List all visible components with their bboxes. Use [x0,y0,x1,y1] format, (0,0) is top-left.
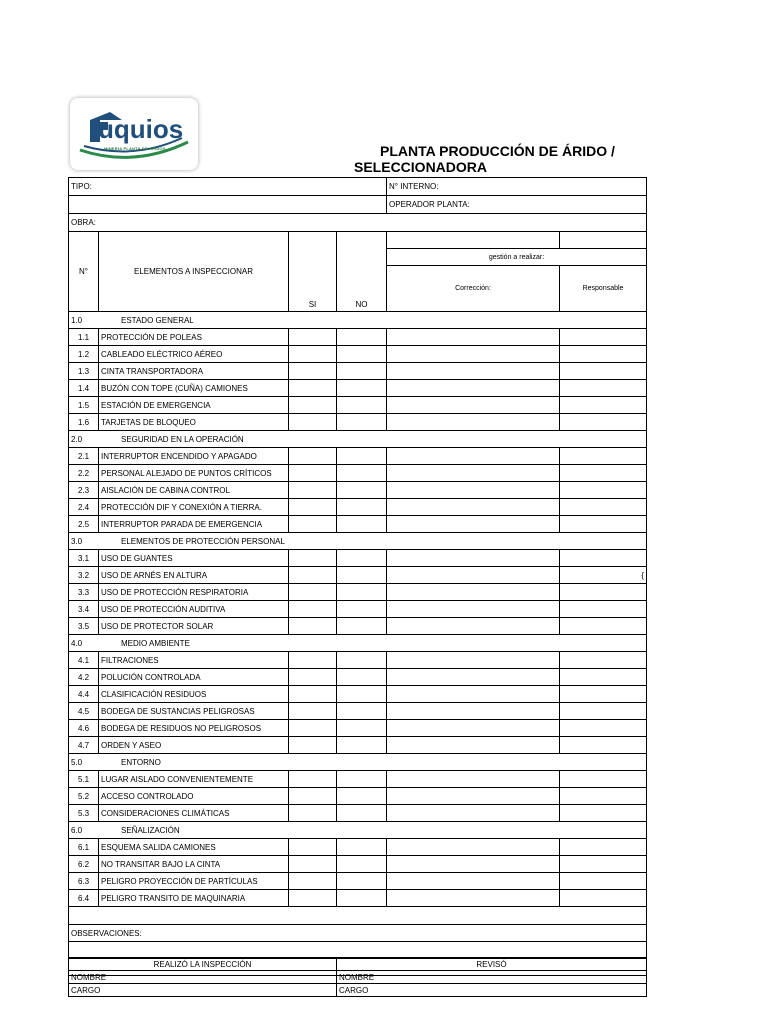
table-row [69,380,647,397]
responsable-cell[interactable] [560,482,647,499]
item-label: USO DE GUANTES [99,550,289,567]
si-checkbox-cell[interactable] [289,465,337,482]
si-checkbox-cell[interactable] [289,805,337,822]
no-checkbox-cell[interactable] [337,652,387,669]
responsable-cell[interactable] [560,720,647,737]
table-row [69,652,647,669]
no-checkbox-cell[interactable] [337,567,387,584]
si-checkbox-cell[interactable] [289,329,337,346]
section-header-row [69,533,647,550]
realizo-nombre-field[interactable]: NOMBRE [69,971,337,984]
section-title: ENTORNO [121,757,161,767]
si-checkbox-cell[interactable] [289,550,337,567]
si-checkbox-cell[interactable] [289,567,337,584]
table-row [69,805,647,822]
section-title: SEÑALIZACIÓN [121,825,180,835]
no-checkbox-cell[interactable] [337,499,387,516]
table-row [69,465,647,482]
correccion-cell[interactable] [387,618,560,635]
no-checkbox-cell[interactable] [337,346,387,363]
section-header-row [69,312,647,329]
correccion-cell[interactable] [387,482,560,499]
item-number: 4.1 [69,652,99,669]
table-row [69,363,647,380]
responsable-cell[interactable] [560,601,647,618]
table-row [69,550,647,567]
correccion-cell[interactable] [387,669,560,686]
item-number: 3.4 [69,601,99,618]
si-checkbox-cell[interactable] [289,703,337,720]
responsable-cell[interactable] [560,652,647,669]
no-checkbox-cell[interactable] [337,363,387,380]
table-row [69,839,647,856]
si-checkbox-cell[interactable] [289,397,337,414]
responsable-cell[interactable] [560,686,647,703]
section-number: 3.0 [71,536,83,546]
section-title: MEDIO AMBIENTE [121,638,190,648]
no-checkbox-cell[interactable] [337,856,387,873]
no-checkbox-cell[interactable] [337,873,387,890]
responsable-cell[interactable]: { [560,567,647,584]
table-row [69,414,647,431]
item-number: 6.1 [69,839,99,856]
responsable-cell[interactable] [560,788,647,805]
si-checkbox-cell[interactable] [289,771,337,788]
item-label: BODEGA DE RESIDUOS NO PELIGROSOS [99,720,289,737]
item-number: 5.2 [69,788,99,805]
no-checkbox-cell[interactable] [337,737,387,754]
responsable-cell[interactable] [560,890,647,907]
item-number: 1.5 [69,397,99,414]
table-row [69,856,647,873]
si-checkbox-cell[interactable] [289,669,337,686]
table-row [69,584,647,601]
table-row [69,873,647,890]
si-checkbox-cell[interactable] [289,839,337,856]
correccion-cell[interactable] [387,465,560,482]
responsable-cell[interactable] [560,380,647,397]
section-number: 2.0 [71,434,83,444]
no-checkbox-cell[interactable] [337,329,387,346]
section-title: ELEMENTOS DE PROTECCIÓN PERSONAL [121,536,285,546]
table-row [69,482,647,499]
no-checkbox-cell[interactable] [337,669,387,686]
no-checkbox-cell[interactable] [337,839,387,856]
responsable-header: Responsable [560,266,647,312]
n-interno-field[interactable] [387,178,647,196]
correccion-cell[interactable] [387,703,560,720]
item-number: 3.5 [69,618,99,635]
inspection-table [68,177,647,976]
item-number: 3.2 [69,567,99,584]
item-label: ESTACIÓN DE EMERGENCIA [99,397,289,414]
item-label: PELIGRO PROYECCIÓN DE PARTÍCULAS [99,873,289,890]
reviso-nombre-field[interactable]: NOMBRE [337,971,647,984]
table-row [69,567,647,584]
correccion-cell[interactable] [387,448,560,465]
responsable-cell[interactable] [560,584,647,601]
table-row [69,346,647,363]
responsable-cell[interactable] [560,839,647,856]
table-row [69,686,647,703]
item-number: 1.4 [69,380,99,397]
correccion-cell[interactable] [387,873,560,890]
item-number: 2.3 [69,482,99,499]
item-number: 5.1 [69,771,99,788]
table-row [69,788,647,805]
no-checkbox-cell[interactable] [337,380,387,397]
correccion-cell[interactable] [387,550,560,567]
item-label: CABLEADO ELÉCTRICO AÉREO [99,346,289,363]
no-checkbox-cell[interactable] [337,771,387,788]
correccion-cell[interactable] [387,856,560,873]
si-checkbox-cell[interactable] [289,482,337,499]
no-checkbox-cell[interactable] [337,720,387,737]
reviso-cargo-field[interactable]: CARGO [337,984,647,997]
obra-field[interactable] [69,214,647,232]
table-row [69,720,647,737]
correccion-cell[interactable] [387,771,560,788]
responsable-cell[interactable] [560,414,647,431]
item-label: PELIGRO TRANSITO DE MAQUINARIA [99,890,289,907]
item-label: TARJETAS DE BLOQUEO [99,414,289,431]
si-checkbox-cell[interactable] [289,584,337,601]
table-row [69,737,647,754]
si-checkbox-cell[interactable] [289,737,337,754]
section-number: 1.0 [71,315,83,325]
item-number: 5.3 [69,805,99,822]
tipo-label: TIPO: [71,182,92,191]
responsable-cell[interactable] [560,873,647,890]
item-number: 1.3 [69,363,99,380]
section-number: 4.0 [71,638,83,648]
item-number: 3.3 [69,584,99,601]
item-label: ACCESO CONTROLADO [99,788,289,805]
section-number: 6.0 [71,825,83,835]
responsable-cell[interactable] [560,329,647,346]
correccion-cell[interactable] [387,380,560,397]
section-header-row [69,822,647,839]
no-checkbox-cell[interactable] [337,601,387,618]
item-label: USO DE PROTECCIÓN AUDITIVA [99,601,289,618]
table-row [69,448,647,465]
no-checkbox-cell[interactable] [337,414,387,431]
blank-row[interactable] [69,907,647,925]
observaciones-field[interactable]: OBSERVACIONES: [69,925,647,942]
si-checkbox-cell[interactable] [289,516,337,533]
si-checkbox-cell[interactable] [289,601,337,618]
num-column-header: N° [69,232,99,312]
item-number: 2.2 [69,465,99,482]
correccion-cell[interactable] [387,686,560,703]
si-column-header: SI [289,232,337,312]
no-column-header: NO [337,232,387,312]
item-label: USO DE PROTECCIÓN RESPIRATORIA [99,584,289,601]
logo-wordmark: uquios [98,114,184,144]
responsable-cell[interactable] [560,737,647,754]
item-label: POLUCIÓN CONTROLADA [99,669,289,686]
correccion-cell[interactable] [387,737,560,754]
item-number: 1.1 [69,329,99,346]
item-label: USO DE ARNÉS EN ALTURA [99,567,289,584]
no-checkbox-cell[interactable] [337,686,387,703]
correccion-cell[interactable] [387,414,560,431]
correccion-header: Corrección: [387,266,560,312]
si-checkbox-cell[interactable] [289,346,337,363]
si-checkbox-cell[interactable] [289,873,337,890]
table-row [69,669,647,686]
si-checkbox-cell[interactable] [289,652,337,669]
correccion-cell[interactable] [387,890,560,907]
correccion-cell[interactable] [387,567,560,584]
si-checkbox-cell[interactable] [289,499,337,516]
no-checkbox-cell[interactable] [337,465,387,482]
si-checkbox-cell[interactable] [289,414,337,431]
item-label: PROTECCIÓN DIF Y CONEXIÓN A TIERRA. [99,499,289,516]
si-checkbox-cell[interactable] [289,720,337,737]
si-checkbox-cell[interactable] [289,788,337,805]
table-row [69,329,647,346]
table-row [69,516,647,533]
item-number: 6.2 [69,856,99,873]
item-number: 4.6 [69,720,99,737]
item-label: FILTRACIONES [99,652,289,669]
correccion-cell[interactable] [387,329,560,346]
item-number: 3.1 [69,550,99,567]
realizo-cargo-field[interactable]: CARGO [69,984,337,997]
section-title: ESTADO GENERAL [121,315,194,325]
item-label: USO DE PROTECTOR SOLAR [99,618,289,635]
item-number: 4.2 [69,669,99,686]
operador-label: OPERADOR PLANTA: [389,200,470,209]
si-checkbox-cell[interactable] [289,380,337,397]
obra-label: OBRA: [71,218,96,227]
correccion-cell[interactable] [387,805,560,822]
table-row [69,499,647,516]
correccion-cell[interactable] [387,652,560,669]
correccion-cell[interactable] [387,839,560,856]
item-label: LUGAR AISLADO CONVENIENTEMENTE [99,771,289,788]
correccion-cell[interactable] [387,346,560,363]
item-label: CINTA TRANSPORTADORA [99,363,289,380]
responsable-cell[interactable] [560,703,647,720]
no-checkbox-cell[interactable] [337,397,387,414]
item-number: 4.5 [69,703,99,720]
no-checkbox-cell[interactable] [337,482,387,499]
responsable-cell[interactable] [560,771,647,788]
table-row [69,397,647,414]
item-number: 2.5 [69,516,99,533]
company-logo [70,98,198,170]
no-checkbox-cell[interactable] [337,890,387,907]
si-checkbox-cell[interactable] [289,363,337,380]
item-label: CLASIFICACIÓN RESIDUOS [99,686,289,703]
responsable-cell[interactable] [560,363,647,380]
correccion-cell[interactable] [387,788,560,805]
correccion-cell[interactable] [387,601,560,618]
responsable-cell[interactable] [560,516,647,533]
realizo-header: REALIZÓ LA INSPECCIÓN [69,958,337,971]
item-label: NO TRANSITAR BAJO LA CINTA [99,856,289,873]
table-row [69,771,647,788]
item-label: PERSONAL ALEJADO DE PUNTOS CRÍTICOS [99,465,289,482]
gestion-header: gestión a realizar: [387,249,647,266]
no-checkbox-cell[interactable] [337,618,387,635]
correccion-cell[interactable] [387,499,560,516]
document-title-line2: SELECCIONADORA [354,159,488,175]
item-label: INTERRUPTOR PARADA DE EMERGENCIA [99,516,289,533]
correccion-cell[interactable] [387,584,560,601]
correccion-cell[interactable] [387,516,560,533]
no-checkbox-cell[interactable] [337,703,387,720]
logo-subtitle: MINERIA PLANTA DE ARIDOS [104,146,166,151]
document-title-line1: PLANTA PRODUCCIÓN DE ÁRIDO / [380,143,615,159]
item-label: ESQUEMA SALIDA CAMIONES [99,839,289,856]
si-checkbox-cell[interactable] [289,890,337,907]
responsable-cell[interactable] [560,448,647,465]
item-label: INTERRUPTOR ENCENDIDO Y APAGADO [99,448,289,465]
no-checkbox-cell[interactable] [337,584,387,601]
elementos-column-header: ELEMENTOS A INSPECCIONAR [99,232,289,312]
item-number: 1.6 [69,414,99,431]
si-checkbox-cell[interactable] [289,618,337,635]
responsable-cell[interactable] [560,618,647,635]
item-label: PROTECCIÓN DE POLEAS [99,329,289,346]
responsable-cell[interactable] [560,550,647,567]
operador-field[interactable] [387,196,647,214]
item-number: 6.3 [69,873,99,890]
table-row [69,890,647,907]
n-interno-label: N° INTERNO: [389,182,439,191]
responsable-cell[interactable] [560,397,647,414]
responsable-cell[interactable] [560,805,647,822]
section-title: SEGURIDAD EN LA OPERACIÓN [121,434,244,444]
responsable-cell[interactable] [560,669,647,686]
no-checkbox-cell[interactable] [337,516,387,533]
si-checkbox-cell[interactable] [289,448,337,465]
section-header-row [69,431,647,448]
table-row [69,601,647,618]
no-checkbox-cell[interactable] [337,788,387,805]
item-number: 4.4 [69,686,99,703]
item-number: 2.4 [69,499,99,516]
responsable-cell[interactable] [560,346,647,363]
section-number: 5.0 [71,757,83,767]
item-label: CONSIDERACIONES CLIMÁTICAS [99,805,289,822]
reviso-header: REVISÓ [337,958,647,971]
no-checkbox-cell[interactable] [337,448,387,465]
si-checkbox-cell[interactable] [289,686,337,703]
item-label: BUZÓN CON TOPE (CUÑA) CAMIONES [99,380,289,397]
no-checkbox-cell[interactable] [337,550,387,567]
responsable-cell[interactable] [560,499,647,516]
item-label: ORDEN Y ASEO [99,737,289,754]
item-number: 6.4 [69,890,99,907]
correccion-cell[interactable] [387,397,560,414]
item-number: 1.2 [69,346,99,363]
no-checkbox-cell[interactable] [337,805,387,822]
responsable-cell[interactable] [560,465,647,482]
table-row [69,618,647,635]
observaciones-line[interactable] [69,942,647,959]
item-label: BODEGA DE SUSTANCIAS PELIGROSAS [99,703,289,720]
tipo-field[interactable] [69,178,387,196]
si-checkbox-cell[interactable] [289,856,337,873]
correccion-cell[interactable] [387,720,560,737]
section-header-row [69,635,647,652]
signature-table [68,957,647,997]
blank-field[interactable] [69,196,387,214]
item-number: 2.1 [69,448,99,465]
section-header-row [69,754,647,771]
table-row [69,703,647,720]
responsable-cell[interactable] [560,856,647,873]
item-label: AISLACIÓN DE CABINA CONTROL [99,482,289,499]
item-number: 4.7 [69,737,99,754]
correccion-cell[interactable] [387,363,560,380]
